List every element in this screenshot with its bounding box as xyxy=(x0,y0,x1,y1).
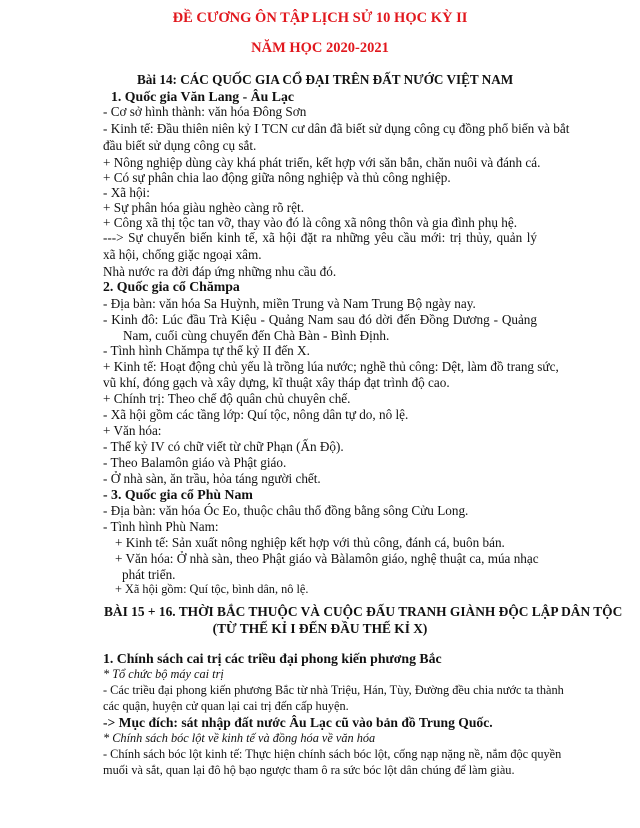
text-line: - Ở nhà sàn, ăn trầu, hỏa táng người chết. xyxy=(103,471,321,486)
section-van-lang-heading: 1. Quốc gia Văn Lang - Âu Lạc xyxy=(111,89,294,104)
text-line: phát triển. xyxy=(122,567,176,582)
text-line: - Kinh tế: Đầu thiên niên kỷ I TCN cư dân đã biết sử dụng công cụ đồng phổ biến và bắt xyxy=(103,121,570,136)
text-line: - Địa bàn: văn hóa Sa Huỳnh, miền Trung và Nam Trung Bộ ngày nay. xyxy=(103,296,476,311)
text-line: - Xã hội gồm các tầng lớp: Quí tộc, nông dân tự do, nô lệ. xyxy=(103,407,409,422)
section-champa-heading: 2. Quốc gia cổ Chămpa xyxy=(103,279,240,294)
text-line: Nhà nước ra đời đáp ứng những nhu cầu đó. xyxy=(103,264,337,279)
text-line: + Văn hóa: Ở nhà sàn, theo Phật giáo và Bàlamôn giáo, nghệ thuật ca, múa nhạc xyxy=(115,551,539,566)
text-line: đầu biết sử dụng công cụ sắt. xyxy=(103,138,257,153)
lesson-15-subtitle: (TỪ THẾ KỈ I ĐẾN ĐẦU THẾ KỈ X) xyxy=(212,621,428,636)
text-line: + Sự phân hóa giàu nghèo càng rõ rệt. xyxy=(103,200,304,215)
text-line: xã hội, chống giặc ngoại xâm. xyxy=(103,247,262,262)
text-line: + Văn hóa: xyxy=(103,423,162,438)
text-line: - Tình hình Chămpa tự thế kỷ II đến X. xyxy=(103,343,310,358)
text-line: + Kinh tế: Hoạt động chủ yếu là trồng lúa nước; nghề thủ công: Dệt, làm đồ trang sức, xyxy=(103,359,559,374)
document-title: ĐỀ CƯƠNG ÔN TẬP LỊCH SỬ 10 HỌC KỲ II xyxy=(172,10,468,26)
text-line: + Chính trị: Theo chế độ quân chủ chuyên chế. xyxy=(103,391,351,406)
text-line: - Các triều đại phong kiến phương Bắc từ nhà Triệu, Hán, Tùy, Đường đều chia nước ta thành xyxy=(103,683,564,697)
text-line: -> Mục đích: sát nhập đất nước Âu Lạc cũ vào bản đồ Trung Quốc. xyxy=(103,715,493,730)
text-line: Nam, cuối cùng chuyển đến Chà Bàn - Bình Định. xyxy=(123,328,390,343)
text-line: - Cơ sở hình thành: văn hóa Đông Sơn xyxy=(103,104,307,119)
text-line: - Chính sách bóc lột kinh tế: Thực hiện chính sách bóc lột, cống nạp nặng nề, nắm độc quyền xyxy=(103,747,562,761)
text-line: các quận, huyện cử quan lại cai trị đến cấp huyện. xyxy=(103,699,349,713)
text-line: - Thế kỷ IV có chữ viết từ chữ Phạn (Ấn Độ). xyxy=(103,439,344,454)
text-line: + Nông nghiệp dùng cày khá phát triển, kết hợp với săn bắn, chăn nuôi và đánh cá. xyxy=(103,155,541,170)
text-line: + Có sự phân chia lao động giữa nông nghiệp và thủ công nghiệp. xyxy=(103,170,451,185)
text-line: - Tình hình Phù Nam: xyxy=(103,519,219,534)
text-line: vũ khí, đóng gạch và xây dựng, kĩ thuật xây tháp đạt trình độ cao. xyxy=(103,375,450,390)
text-line: * Tổ chức bộ máy cai trị xyxy=(103,667,224,681)
section-phu-nam-heading: - 3. Quốc gia cổ Phù Nam xyxy=(103,487,253,502)
text-line: + Kinh tế: Sản xuất nông nghiệp kết hợp với thủ công, đánh cá, buôn bán. xyxy=(115,535,505,550)
text-line: - Xã hội: xyxy=(103,185,150,200)
section-policy-heading: 1. Chính sách cai trị các triều đại phong kiến phương Bắc xyxy=(103,651,442,666)
text-line: + Công xã thị tộc tan vỡ, thay vào đó là công xã nông thôn và gia đình phụ hệ. xyxy=(103,215,517,230)
text-line: + Xã hội gồm: Quí tộc, bình dân, nô lệ. xyxy=(115,582,309,596)
lesson-15-title: BÀI 15 + 16. THỜI BẮC THUỘC VÀ CUỘC ĐẤU TRANH GIÀNH ĐỘC LẬP DÂN TỘC xyxy=(104,604,623,619)
text-line: muối và sắt, quan lại đô hộ bạo ngược tham ô ra sức bóc lột dân chúng để làm giàu. xyxy=(103,763,515,777)
text-line: * Chính sách bóc lột về kinh tế và đồng hóa về văn hóa xyxy=(103,731,376,745)
text-line: - Kinh đô: Lúc đầu Trà Kiệu - Quảng Nam sau đó dời đến Đồng Dương - Quảng xyxy=(103,312,537,327)
school-year: NĂM HỌC 2020-2021 xyxy=(251,40,389,56)
text-line: - Địa bàn: văn hóa Óc Eo, thuộc châu thổ đồng bằng sông Cửu Long. xyxy=(103,503,469,518)
text-line: - Theo Balamôn giáo và Phật giáo. xyxy=(103,455,287,470)
lesson-14-title: Bài 14: CÁC QUỐC GIA CỔ ĐẠI TRÊN ĐẤT NƯỚC VIỆT NAM xyxy=(137,72,514,87)
text-line: ---> Sự chuyển biến kinh tế, xã hội đặt ra những yêu cầu mới: trị thủy, quản lý xyxy=(103,230,537,245)
